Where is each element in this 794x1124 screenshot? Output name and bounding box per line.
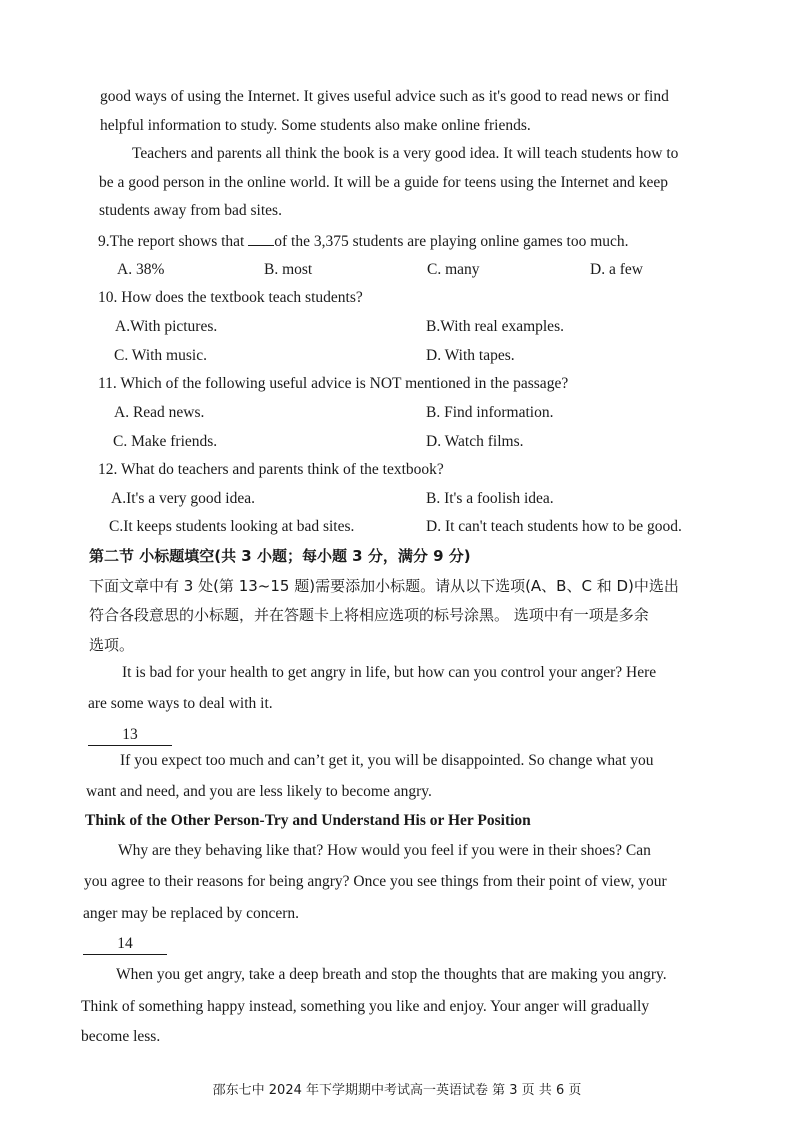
passage-line: anger may be replaced by concern. [83, 905, 300, 922]
option-a: A. 38% [117, 261, 165, 278]
subtitle-heading: Think of the Other Person-Try and Understand His or Her Position [85, 812, 531, 829]
option-b: B. It's a foolish idea. [426, 490, 554, 507]
option-a: A.With pictures. [115, 318, 218, 335]
question-10-stem: 10. How does the textbook teach students? [98, 289, 363, 306]
passage-line: become less. [81, 1028, 161, 1045]
option-a: A. Read news. [114, 404, 205, 421]
passage-line: Think of something happy instead, something you like and enjoy. Your anger will gradually [81, 998, 650, 1015]
option-d: D. With tapes. [426, 347, 515, 364]
option-c: C.It keeps students looking at bad sites. [109, 518, 355, 535]
question-11-stem: 11. Which of the following useful advice is NOT mentioned in the passage? [98, 375, 569, 392]
section-instructions: 下面文章中有 3 处(第 13~15 题)需要添加小标题。请从以下选项(A、B、C 和 D)中选出 [89, 577, 679, 595]
passage-line: be a good person in the online world. It will be a guide for teens using the Internet and keep [99, 174, 669, 191]
subtitle-blank-13: 13 [88, 725, 172, 746]
passage-line: good ways of using the Internet. It gives useful advice such as it's good to read news or find [100, 88, 669, 105]
option-b: B. Find information. [426, 404, 554, 421]
page-footer: 邵东七中 2024 年下学期期中考试高一英语试卷 第 3 页 共 6 页 [212, 1083, 582, 1098]
option-d: D. Watch films. [426, 433, 524, 450]
passage-line: Teachers and parents all think the book is a very good idea. It will teach students how to [132, 145, 679, 162]
passage-line: students away from bad sites. [99, 202, 282, 219]
answer-blank [248, 231, 274, 246]
passage-line: When you get angry, take a deep breath and stop the thoughts that are making you angry. [116, 966, 667, 983]
question-stem-after: of the 3,375 students are playing online games too much. [274, 233, 629, 250]
section-instructions: 符合各段意思的小标题，并在答题卡上将相应选项的标号涂黑。 选项中有一项是多余 [89, 606, 649, 624]
option-d: D. a few [590, 261, 643, 278]
subtitle-blank-14: 14 [83, 934, 167, 955]
section-title: 第二节 小标题填空(共 3 小题；每小题 3 分，满分 9 分) [89, 547, 471, 565]
question-9-stem [98, 231, 629, 252]
passage-line: It is bad for your health to get angry in life, but how can you control your anger? Here [122, 664, 657, 681]
passage-line: Why are they behaving like that? How would you feel if you were in their shoes? Can [118, 842, 651, 859]
passage-line: are some ways to deal with it. [88, 695, 273, 712]
option-a: A.It's a very good idea. [111, 490, 255, 507]
passage-line: want and need, and you are less likely to become angry. [86, 783, 432, 800]
option-b: B.With real examples. [426, 318, 564, 335]
section-instructions: 选项。 [89, 636, 135, 654]
question-12-stem: 12. What do teachers and parents think of the textbook? [98, 461, 444, 478]
option-c: C. With music. [114, 347, 207, 364]
passage-line: helpful information to study. Some students also make online friends. [100, 117, 531, 134]
option-d: D. It can't teach students how to be good. [426, 518, 682, 535]
passage-line: If you expect too much and can’t get it, you will be disappointed. So change what you [120, 752, 654, 769]
option-c: C. many [427, 261, 480, 278]
passage-line: you agree to their reasons for being angry? Once you see things from their point of view, your [84, 873, 667, 890]
option-b: B. most [264, 261, 313, 278]
option-c: C. Make friends. [113, 433, 218, 450]
question-stem-before: 9.The report shows that [98, 233, 249, 250]
